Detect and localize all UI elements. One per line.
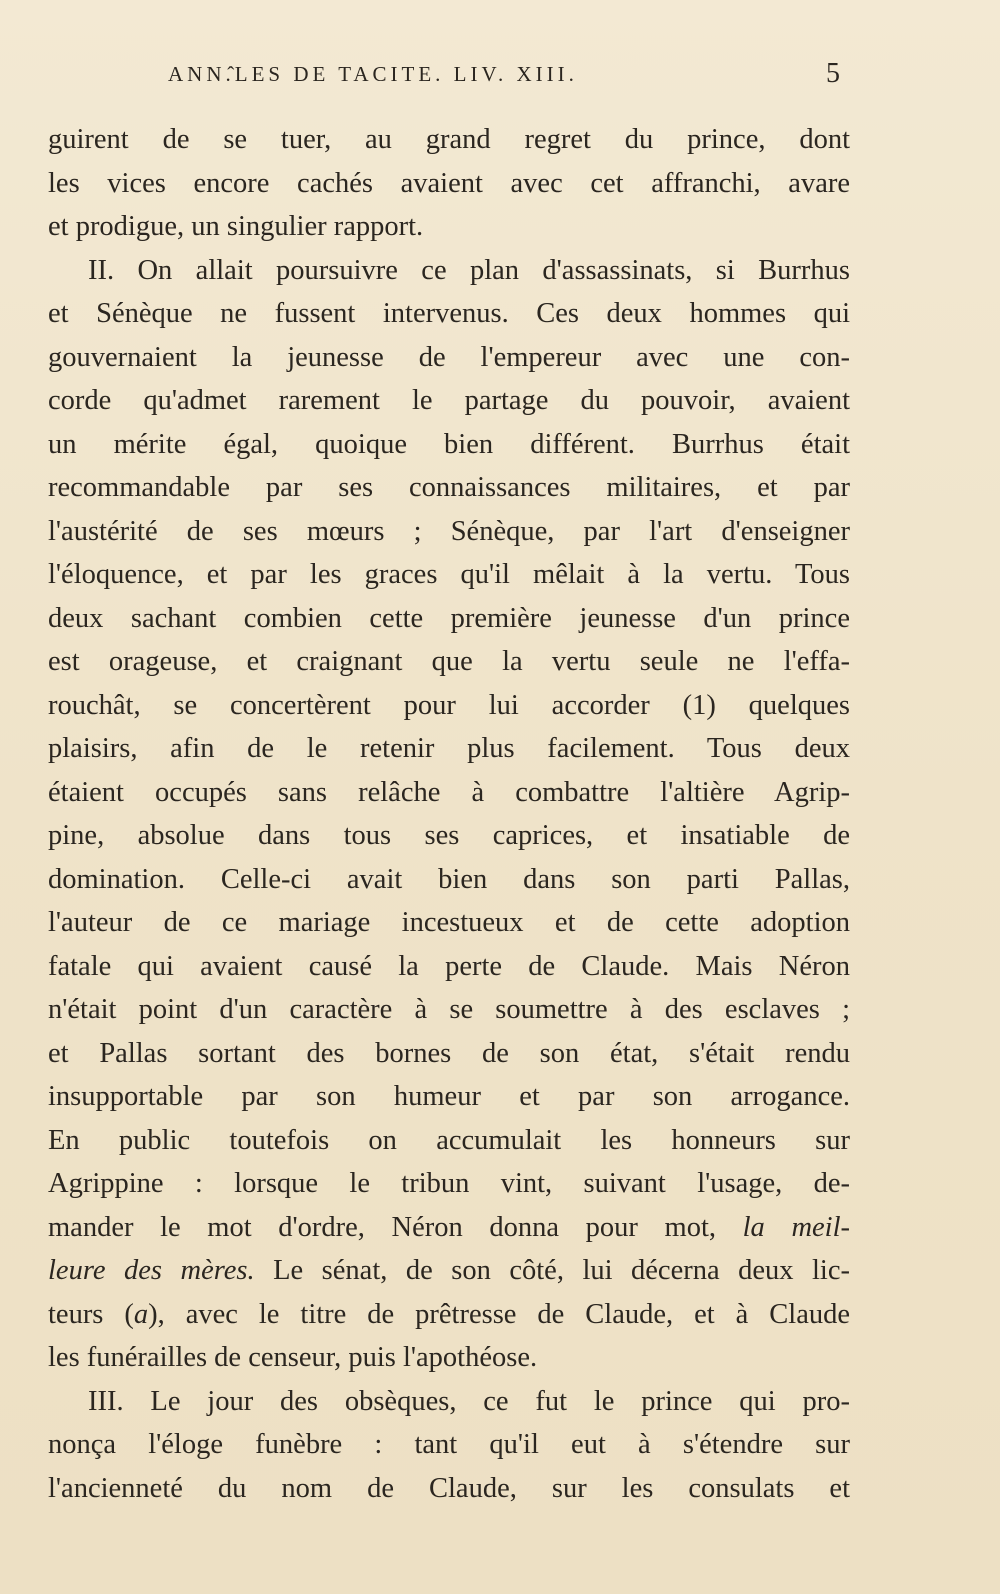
- text-line: rouchât, se concertèrent pour lui accorder (1) quelques: [48, 689, 850, 721]
- text-line: les funérailles de censeur, puis l'apothéose.: [48, 1342, 538, 1373]
- italic-text: leure des mères.: [48, 1255, 255, 1286]
- text-line: [48, 1249, 850, 1293]
- text-line: Agrippine : lorsque le tribun vint, suivant l'usage, de-: [48, 1168, 850, 1199]
- text-line: insupportable par son humeur et par son arrogance.: [48, 1081, 850, 1112]
- text-line: et prodigue, un singulier rapport.: [48, 211, 424, 242]
- text-line: recommandable par ses connaissances militaires, et par: [48, 472, 850, 503]
- text-line: les vices encore cachés avaient avec cet affranchi, avare: [48, 167, 850, 199]
- text-line: fatale qui avaient causé la perte de Claude. Mais Néron: [48, 950, 850, 982]
- text-line: pine, absolue dans tous ses caprices, et insatiable de: [48, 820, 850, 851]
- text-line: guirent de se tuer, au grand regret du prince, dont: [48, 124, 850, 155]
- text-line: nonça l'éloge funèbre : tant qu'il eut à s'étendre sur: [48, 1429, 850, 1460]
- text-span: teurs (: [48, 1298, 134, 1330]
- text-line: [48, 1293, 850, 1337]
- text-line: l'auteur de ce mariage incestueux et de cette adoption: [48, 907, 850, 938]
- text-line: corde qu'admet rarement le partage du pouvoir, avaient: [48, 385, 850, 416]
- text-line: et Sénèque ne fussent intervenus. Ces deux hommes qui: [48, 298, 850, 329]
- italic-text: a: [133, 1298, 149, 1330]
- text-line: étaient occupés sans relâche à combattre l'altière Agrip-: [48, 776, 850, 808]
- text-line: plaisirs, afin de le retenir plus facilement. Tous deux: [48, 733, 850, 764]
- text-line: un mérite égal, quoique bien différent. Burrhus était: [48, 428, 850, 460]
- text-line: l'austérité de ses mœurs ; Sénèque, par l'art d'enseigner: [48, 515, 850, 547]
- text-line: est orageuse, et craignant que la vertu seule ne l'effa-: [48, 646, 850, 677]
- text-line: [48, 1206, 850, 1250]
- text-line: l'ancienneté du nom de Claude, sur les consulats et: [48, 1472, 850, 1504]
- text-line: n'était point d'un caractère à se soumettre à des esclaves ;: [48, 994, 850, 1025]
- text-line: II. On allait poursuivre ce plan d'assassinats, si Burrhus: [88, 254, 850, 286]
- text-line: deux sachant combien cette première jeunesse d'un prince: [48, 602, 850, 634]
- text-line: et Pallas sortant des bornes de son état, s'était rendu: [48, 1037, 850, 1069]
- running-title: ANN.̂LES DE TACITE. LIV. XIII.: [168, 62, 578, 86]
- text-span: mander le mot d'ordre, Néron donna pour mot,: [48, 1211, 743, 1243]
- text-line: gouvernaient la jeunesse de l'empereur avec une con-: [48, 341, 850, 373]
- running-head: [0, 58, 1000, 92]
- text-line: l'éloquence, et par les graces qu'il mêlait à la vertu. Tous: [48, 559, 850, 590]
- text-line: III. Le jour des obsèques, ce fut le prince qui pro-: [88, 1385, 850, 1417]
- page-number: 5: [826, 58, 840, 89]
- text-span: ), avec le titre de prêtresse de Claude, et à Claude: [148, 1298, 851, 1330]
- text-span: Le sénat, de son côté, lui décerna deux lic-: [254, 1255, 850, 1286]
- italic-text: la meil-: [742, 1211, 850, 1243]
- text-line: domination. Celle-ci avait bien dans son parti Pallas,: [48, 863, 850, 895]
- text-line: En public toutefois on accumulait les honneurs sur: [48, 1124, 850, 1156]
- body-text: [48, 118, 850, 1510]
